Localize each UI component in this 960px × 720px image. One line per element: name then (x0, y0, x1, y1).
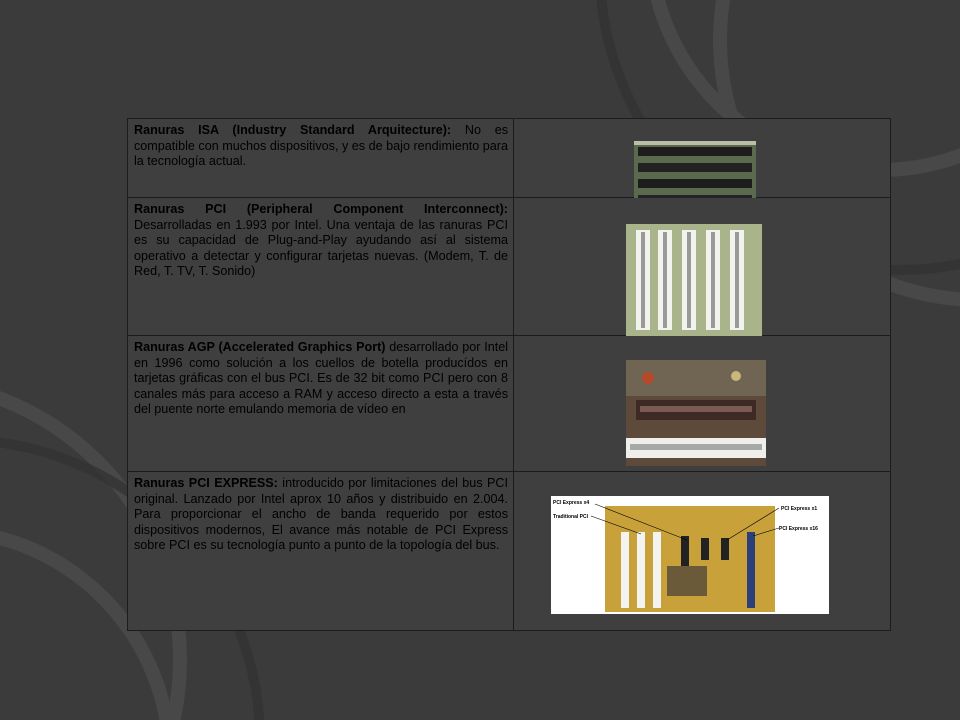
pci-description: Ranuras PCI (Peripheral Component Interconnect): Desarrolladas en 1.993 por Intel. Una ventaja de las ranuras PCI es su capacidad de Plug-and-Play ayudando así al sistema operativo a detectar y configurar tarjetas nuevas. (Modem, T. de Red, T. TV, T. Sonido) (134, 202, 508, 279)
label-pcie-x4: PCI Express x4 (553, 500, 590, 506)
pci-slots-photo-icon (626, 224, 762, 336)
label-pcie-x1: PCI Express x1 (781, 506, 818, 512)
label-pcie-x16: PCI Express x16 (779, 526, 818, 532)
pci-express-motherboard-photo-icon (551, 496, 829, 614)
isa-description: Ranuras ISA (Industry Standard Arquitecture): No es compatible con muchos dispositivos, y es de bajo rendimiento para la tecnología actual. (134, 123, 508, 169)
pci-express-description: Ranuras PCI EXPRESS: introducido por limitaciones del bus PCI original. Lanzado por Intel aprox 10 años y distribuido en 2.004. Para proporcionar el ancho de banda requerido por estos dispositivos modernos, El avance más notable de PCI Express sobre PCI es su tecnología punto a punto de la topología del bus. (134, 476, 509, 553)
table-row (128, 119, 891, 198)
table-row (128, 472, 891, 631)
table-row (128, 336, 891, 472)
agp-slot-photo-icon (626, 360, 766, 466)
agp-description: Ranuras AGP (Accelerated Graphics Port) desarrollado por Intel en 1996 como solución a los cuellos de botella producídos en tarjetas gráficas con el bus PCI. Es de 32 bit como PCI pero con 8 canales más para acceso a RAM y acceso directo a esta a través del puente norte emulando memoria de vídeo en (134, 340, 509, 417)
slots-table (127, 118, 891, 631)
label-traditional-pci: Traditional PCI (553, 514, 589, 520)
table-row (128, 198, 891, 336)
